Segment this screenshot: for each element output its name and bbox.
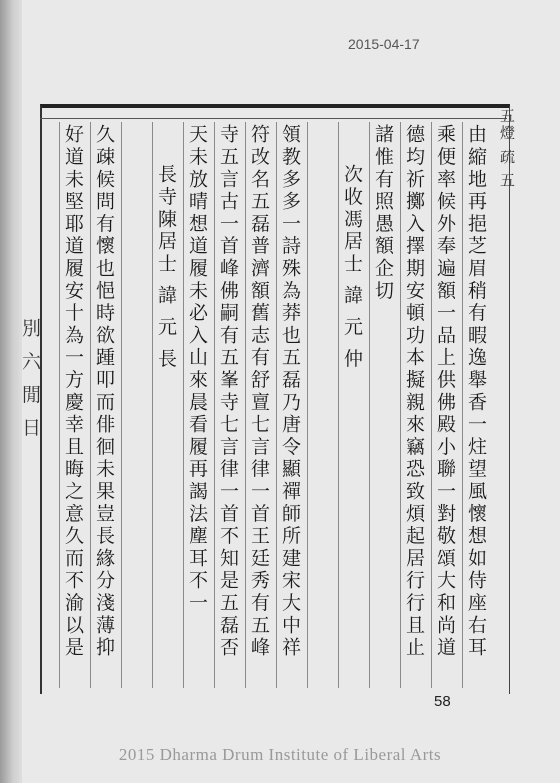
text-column-6: 領教多多一詩殊為莽也五磊乃唐令顯禪師所建宋大中祥 <box>279 124 301 660</box>
text-column-3: 德均祈擲入擇期安頓功本擬親來竊恐致煩起居行行且止 <box>403 124 425 660</box>
header-rule <box>40 118 507 119</box>
text-column-11: 久疎候問有懷也悒時欲踵叩而俳徊未果豈長緣分淺薄抑 <box>93 124 115 660</box>
page-number: 58 <box>434 693 451 710</box>
margin-bleed-text: 別 六 閒 日 <box>19 318 41 441</box>
text-column-5-heading: 次收馮居士 諱 元 仲 <box>341 164 363 371</box>
text-column-10-heading: 長寺陳居士 諱 元 長 <box>155 164 177 371</box>
date-stamp: 2015-04-17 <box>348 36 420 52</box>
column-rule <box>307 122 332 688</box>
text-column-1: 由縮地再挹芝眉稍有暇逸舉香一炷望風懷想如侍座右耳 <box>465 124 487 660</box>
text-column-8: 寺五言古一首峰佛嗣有五峯寺七言律一首不知是五磊否 <box>217 124 239 660</box>
footer-watermark: 2015 Dharma Drum Institute of Liberal Arts <box>118 745 442 764</box>
text-column-4: 諸惟有照愚額企切 <box>372 124 394 303</box>
text-column-7: 符改名五磊普濟額舊志有舒亶七言律一首王廷秀有五峰 <box>248 124 270 660</box>
text-column-12: 好道未堅耶道履安十為一方慶幸且晦之意久而不渝以是 <box>62 124 84 660</box>
text-column-2: 乘便率候外奉遍額一品上供佛殿小聯一對敬頌大和尚道 <box>434 124 456 660</box>
text-column-9: 天未放晴想道履未必入山來晨看履再謁法塵耳不一 <box>186 124 208 615</box>
running-title: 五燈 疏 五 <box>498 108 516 190</box>
column-rule <box>121 122 146 688</box>
